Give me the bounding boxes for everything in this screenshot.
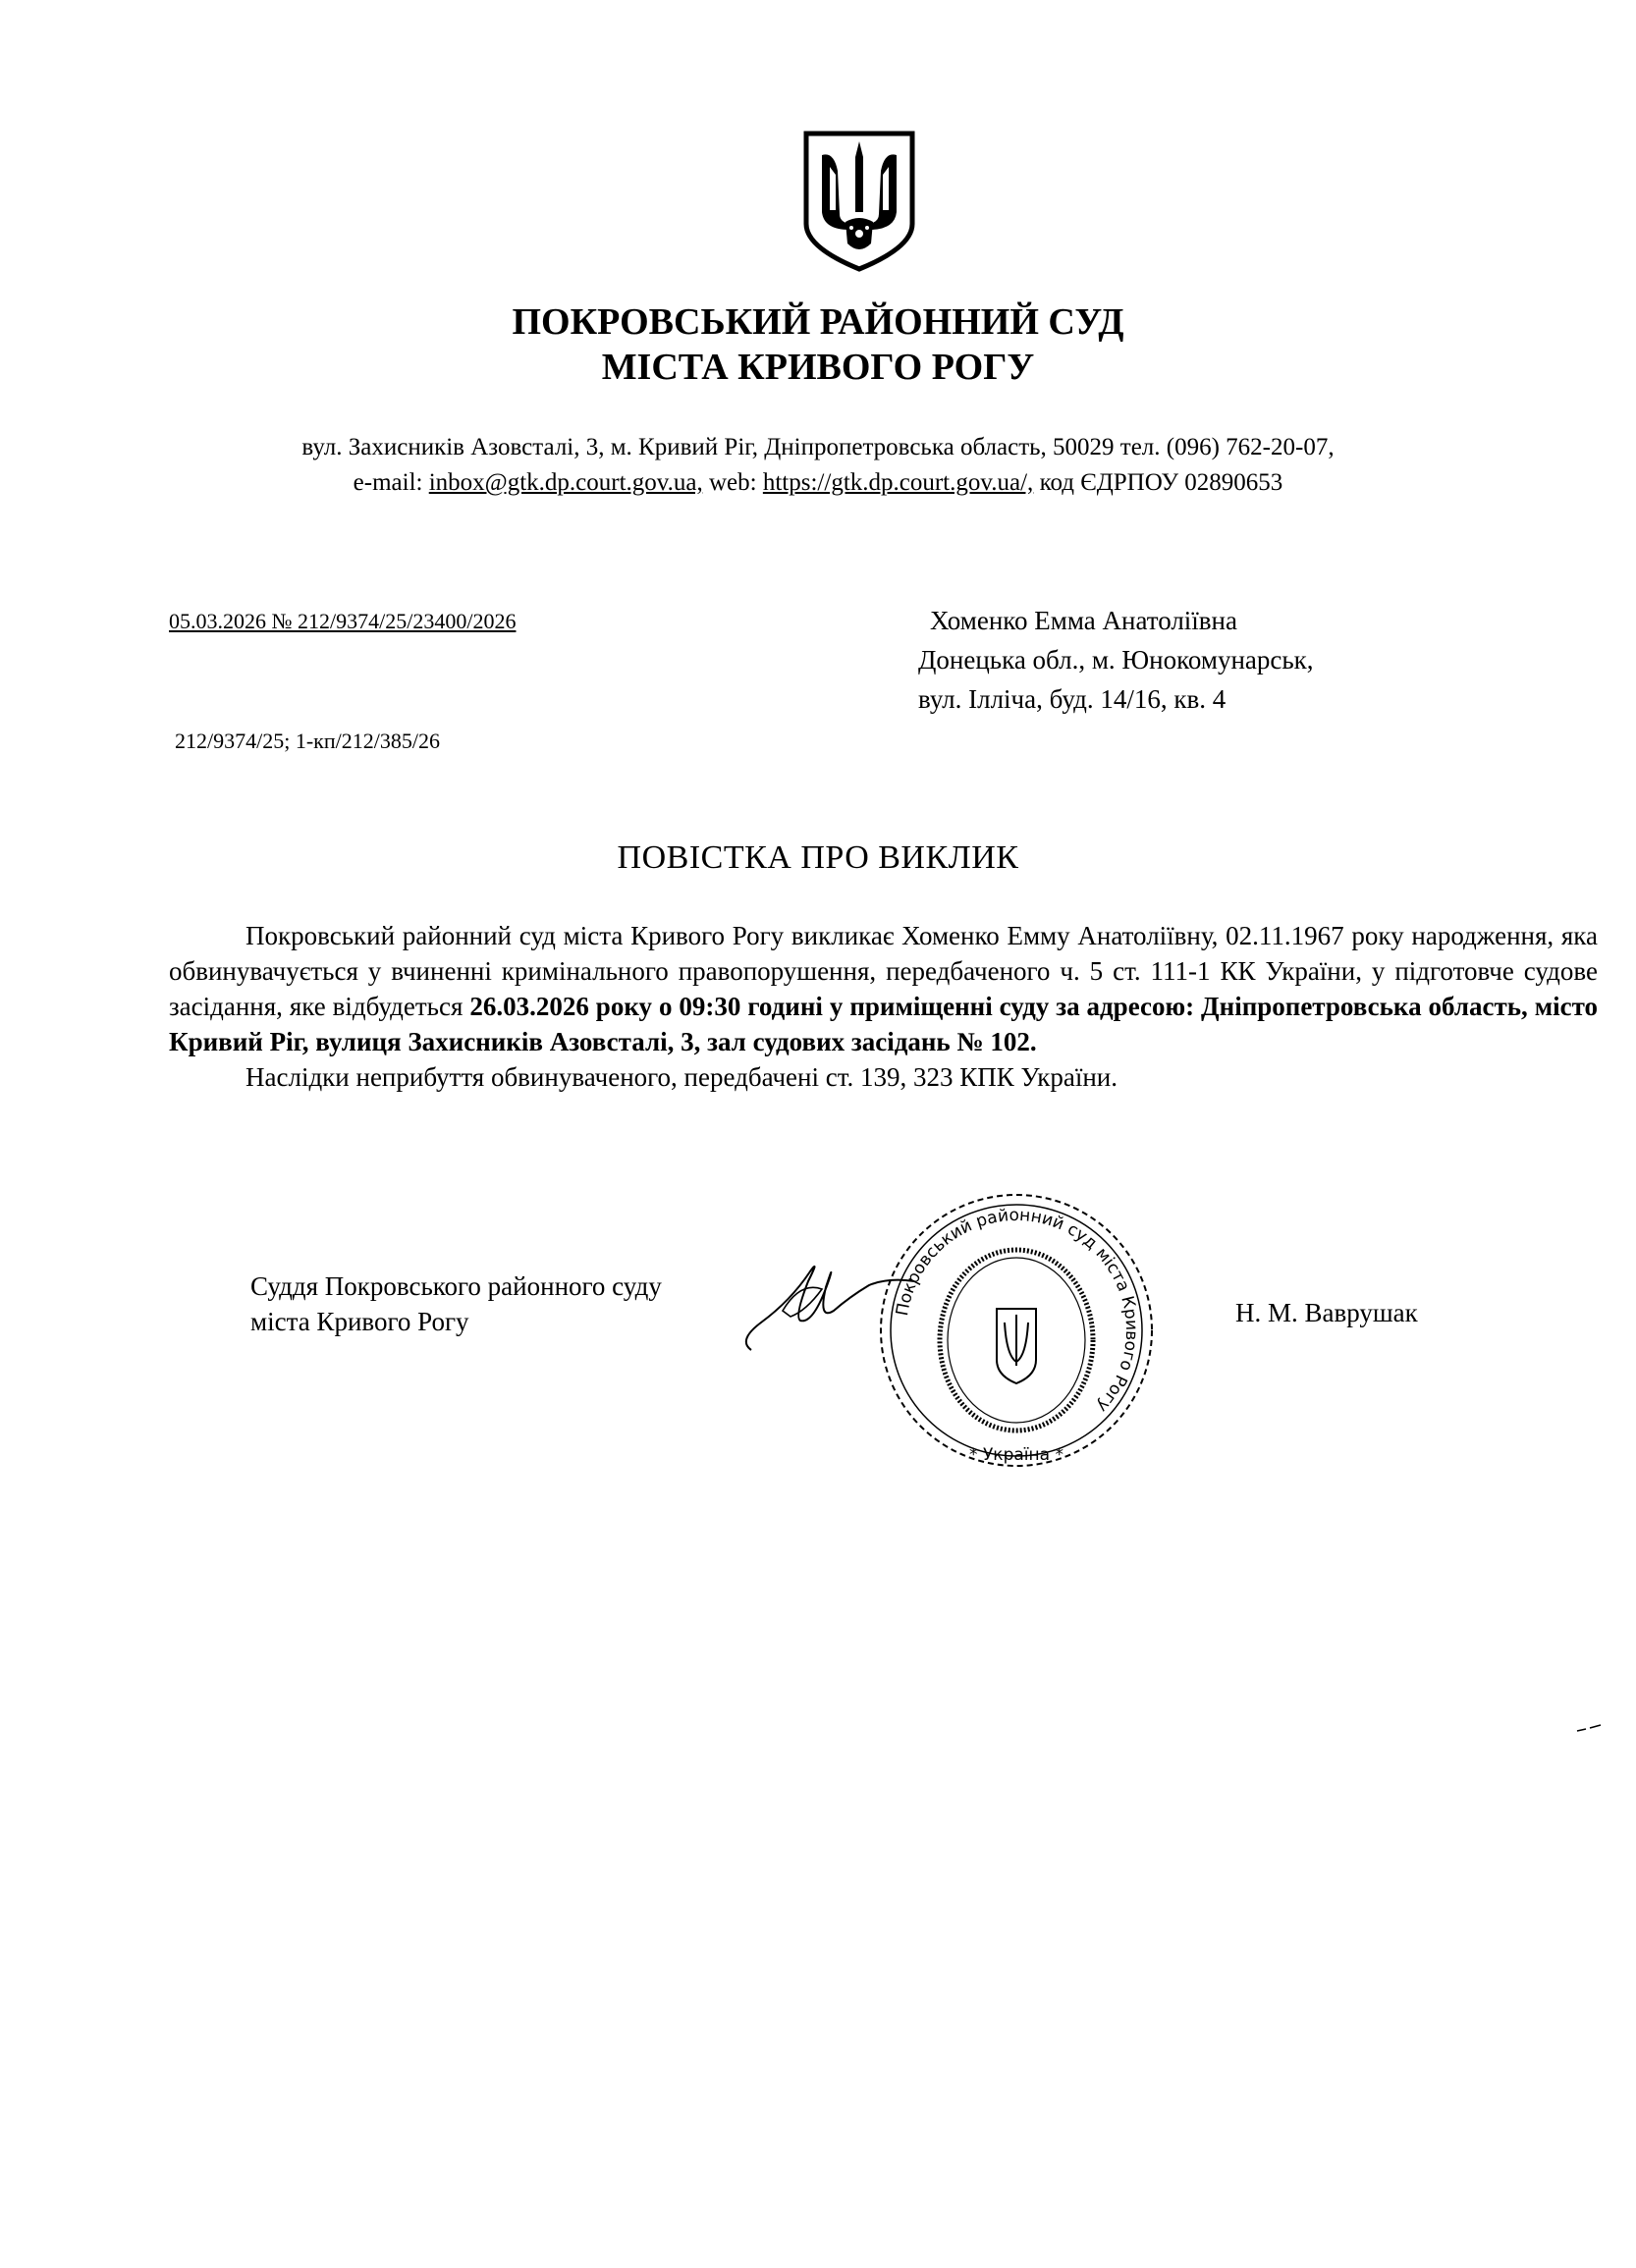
court-name — [0, 299, 1636, 390]
judge-name: Н. М. Ваврушак — [1235, 1298, 1418, 1327]
court-seal-stamp-icon — [869, 1183, 1164, 1478]
document-title: ПОВІСТКА ПРО ВИКЛИК — [617, 839, 1019, 876]
court-name-line2: МІСТА КРИВОГО РОГУ — [601, 347, 1035, 388]
hearing-details: 26.03.2026 року о 09:30 годині у приміщенні суду за адресою: Дніпропетровська область, місто Кривий Ріг, вулиця Захисників Азовсталі, 3, зал судових засідань № 102. — [169, 992, 1598, 1056]
svg-text:Покровський районний суд міста: Покровський районний суд міста Кривого Рогу — [892, 1205, 1142, 1417]
court-address: вул. Захисників Азовсталі, 3, м. Кривий Ріг, Дніпропетровська область, 50029 тел. (096) 762-20-07, — [301, 434, 1335, 460]
web-label: web: — [702, 469, 763, 496]
email-link[interactable]: inbox@gtk.dp.court.gov.ua, — [428, 469, 703, 496]
judge-position — [250, 1269, 662, 1339]
consequences-paragraph: Наслідки неприбуття обвинуваченого, передбачені ст. 139, 323 КПК України. — [245, 1062, 1118, 1092]
recipient-block — [918, 601, 1314, 719]
web-link[interactable]: https://gtk.dp.court.gov.ua/, — [762, 469, 1034, 496]
email-label: e-mail: — [353, 469, 429, 496]
recipient-name: Хоменко Емма Анатоліївна — [930, 606, 1237, 635]
court-name-line1: ПОКРОВСЬКИЙ РАЙОННИЙ СУД — [512, 301, 1124, 343]
outgoing-reference: 05.03.2026 № 212/9374/25/23400/2026 — [169, 609, 517, 633]
scan-mark-icon — [1576, 1723, 1602, 1733]
judge-position-line2: міста Кривого Рогу — [250, 1307, 469, 1336]
summons-paragraph — [169, 918, 1598, 1059]
court-contacts — [0, 430, 1636, 501]
trident-crest-icon — [800, 128, 918, 273]
edrpou-code: код ЄДРПОУ 02890653 — [1033, 469, 1283, 496]
recipient-address-line2: вул. Ілліча, буд. 14/16, кв. 4 — [918, 684, 1227, 714]
case-numbers: 212/9374/25; 1-кп/212/385/26 — [175, 729, 440, 753]
summons-body — [169, 918, 1598, 1095]
recipient-address-line1: Донецька обл., м. Юнокомунарськ, — [918, 645, 1314, 675]
judge-position-line1: Суддя Покровського районного суду — [250, 1271, 662, 1301]
svg-text:* Україна *: * Україна * — [969, 1445, 1063, 1465]
summons-text: Покровський районний суд міста Кривого Рогу викликає Хоменко Емму Анатоліївну, 02.11.1967 року народження, яка обвинувачується у вчиненні кримінального правопорушення, передбаченого ч. 5 ст. 111-1 КК України, у підготовче судове засідання, яке відбудеться — [169, 921, 1598, 1021]
